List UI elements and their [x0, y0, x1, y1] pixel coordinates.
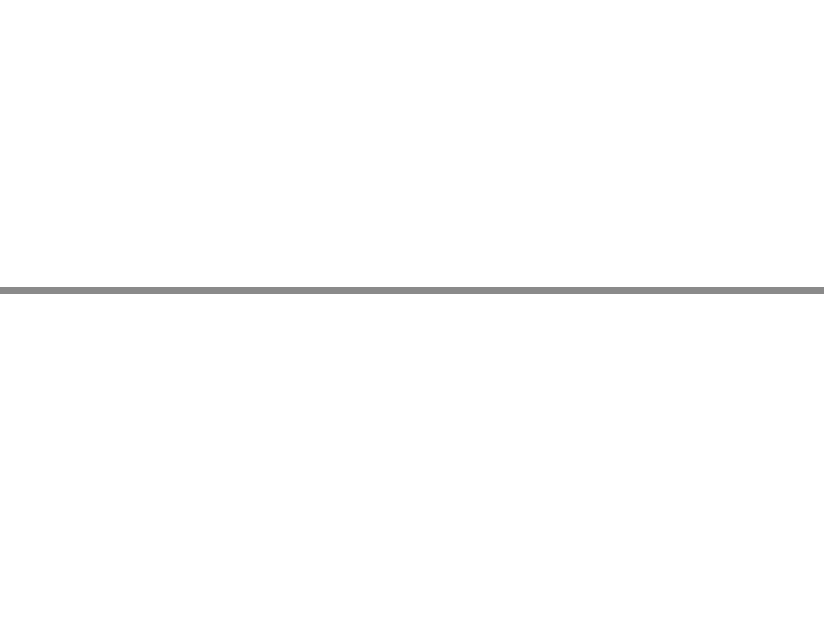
- page-divider: [0, 287, 824, 294]
